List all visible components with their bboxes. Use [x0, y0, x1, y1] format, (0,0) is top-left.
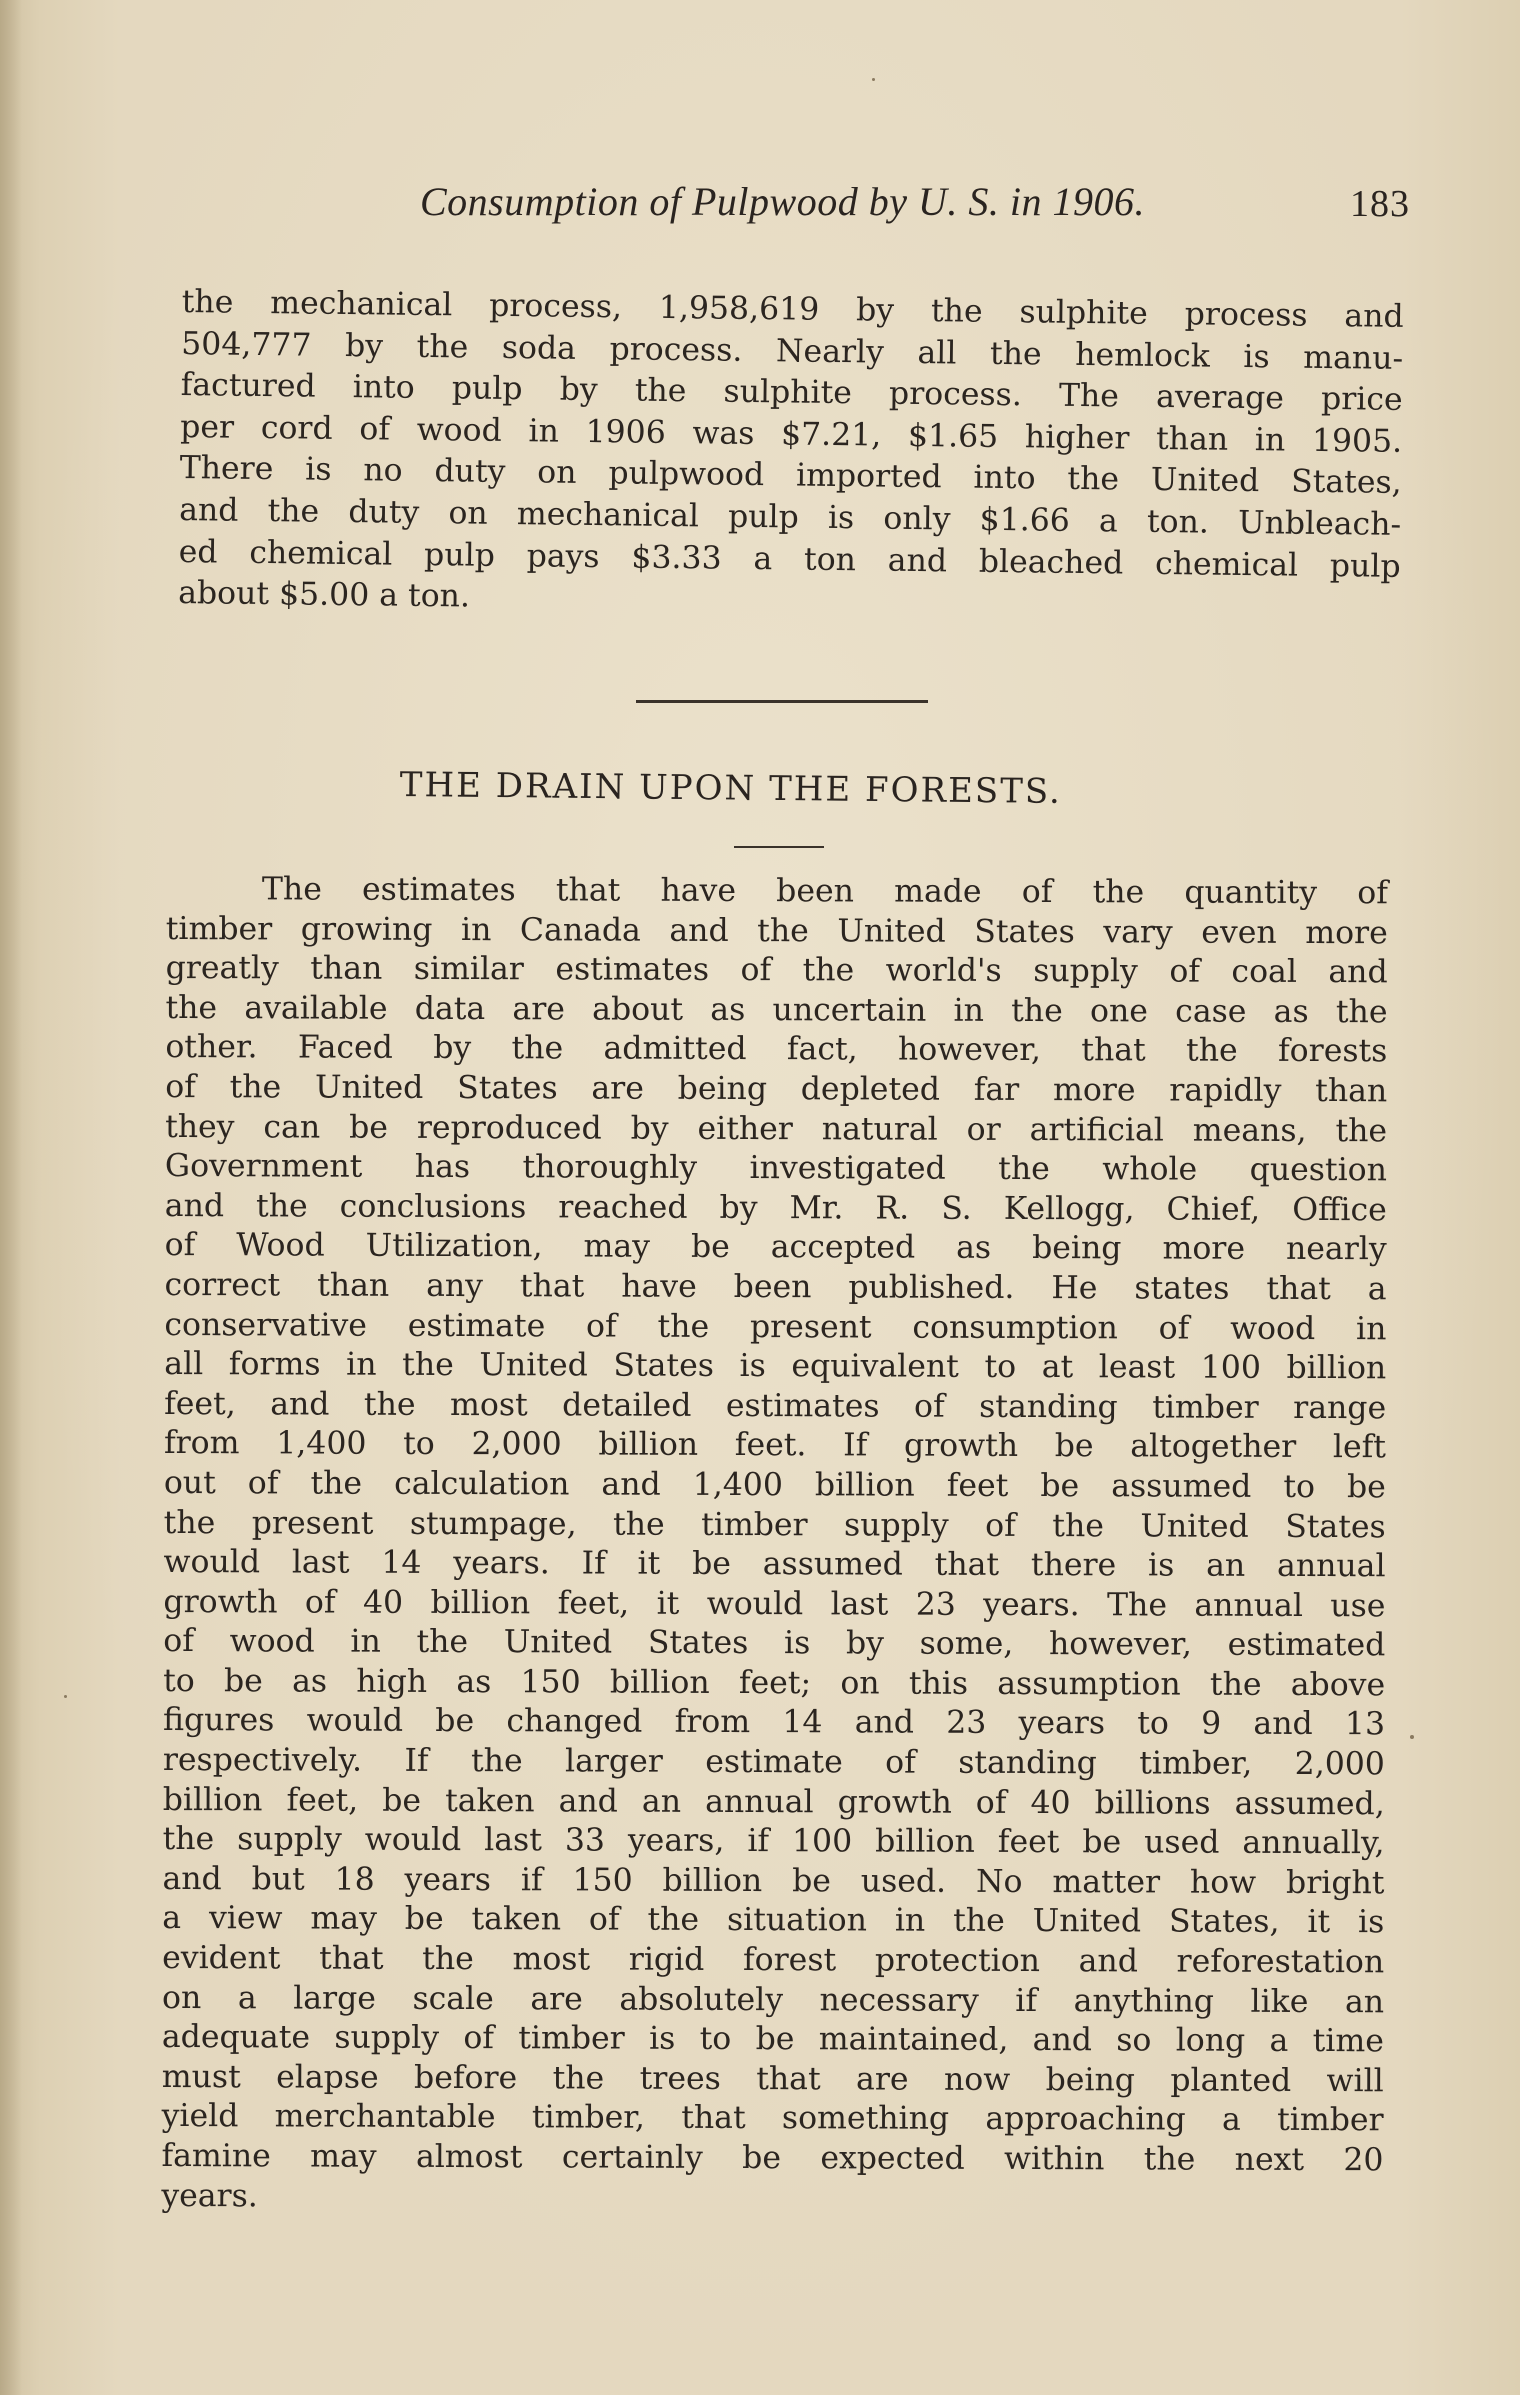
text-line: conservative estimate of the present consumption of wood in — [164, 1306, 1387, 1347]
running-title: Consumption of Pulpwood by U. S. in 1906. — [420, 179, 1145, 224]
gutter-shadow — [0, 0, 22, 2395]
text-line: growth of 40 billion feet, it would last 23 years. The annual use — [163, 1583, 1386, 1624]
text-line: respectively. If the larger estimate of standing timber, 2,000 — [162, 1742, 1385, 1783]
intro-paragraph — [178, 282, 1404, 630]
text-line: the supply would last 33 years, if 100 billion feet be used annually, — [162, 1821, 1385, 1862]
text-line: There is no duty on pulpwood imported into the United States, — [179, 450, 1402, 502]
text-line: all forms in the United States is equivalent to at least 100 billion — [164, 1346, 1387, 1387]
section-body — [161, 870, 1388, 2220]
text-line: other. Faced by the admitted fact, however, that the forests — [165, 1029, 1388, 1070]
text-line: figures would be changed from 14 and 23 years to 9 and 13 — [162, 1702, 1386, 1743]
text-line: years. — [161, 2177, 258, 2214]
text-line: a view may be taken of the situation in the United States, it is — [162, 1900, 1385, 1941]
text-line: ed chemical pulp pays $3.33 a ton and bleached chemical pulp — [178, 533, 1401, 585]
text-line: of wood in the United States is by some, however, estimated — [163, 1623, 1386, 1664]
text-line: from 1,400 to 2,000 billion feet. If growth be altogether left — [163, 1425, 1387, 1466]
text-line: of Wood Utilization, may be accepted as being more nearly — [164, 1227, 1387, 1268]
paper-speck — [872, 78, 875, 81]
text-line: about $5.00 a ton. — [177, 575, 471, 615]
text-line: to be as high as 150 billion feet; on this assumption the above — [163, 1662, 1386, 1704]
title-underline — [734, 846, 824, 848]
text-line: the available data are about as uncertain in the one case as the — [165, 989, 1388, 1031]
text-line: and the conclusions reached by Mr. R. S. Kellogg, Chief, Office — [164, 1187, 1387, 1229]
text-line: billion feet, be taken and an annual growth of 40 billions assumed, — [162, 1781, 1385, 1822]
text-line: The estimates that have been made of the quantity of — [261, 871, 1388, 912]
text-line: greatly than similar estimates of the world's supply of coal and — [165, 950, 1388, 991]
text-line: timber growing in Canada and the United States vary even more — [165, 910, 1388, 951]
text-line: and the duty on mechanical pulp is only $1.66 a ton. Unbleach- — [178, 491, 1402, 543]
text-line: out of the calculation and 1,400 billion feet be assumed to be — [163, 1464, 1386, 1506]
text-line: would last 14 years. If it be assumed that there is an annual — [163, 1544, 1386, 1585]
paper-speck — [1410, 1735, 1414, 1739]
text-line: the mechanical process, 1,958,619 by the sulphite process and — [181, 283, 1404, 335]
page-number: 183 — [1350, 183, 1410, 225]
text-line: must elapse before the trees that are now being planted will — [161, 2058, 1384, 2100]
text-line: feet, and the most detailed estimates of standing timber range — [164, 1385, 1387, 1426]
text-line: of the United States are being depleted far more rapidly than — [165, 1068, 1388, 1110]
text-line: evident that the most rigid forest protection and reforestation — [162, 1940, 1385, 1981]
paper-speck — [64, 1695, 67, 1698]
text-line: on a large scale are absolutely necessary if anything like an — [162, 1979, 1385, 2020]
text-line: Government has thoroughly investigated the whole question — [164, 1148, 1388, 1189]
text-line: they can be reproduced by either natural or artificial means, the — [165, 1108, 1388, 1149]
text-line: correct than any that have been published. He states that a — [164, 1266, 1387, 1308]
text-line: and but 18 years if 150 billion be used. No matter how bright — [162, 1860, 1385, 1902]
text-line: famine may almost certainly be expected within the next 20 — [161, 2137, 1384, 2179]
text-line: 504,777 by the soda process. Nearly all the hemlock is manu- — [181, 325, 1404, 377]
section-divider — [636, 700, 928, 703]
section-title: THE DRAIN UPON THE FORESTS. — [399, 765, 1062, 812]
text-line: per cord of wood in 1906 was $7.21, $1.65 higher than in 1905. — [180, 408, 1403, 460]
text-line: factured into pulp by the sulphite process. The average price — [180, 367, 1403, 419]
text-line: adequate supply of timber is to be maintained, and so long a time — [161, 2019, 1384, 2060]
running-head — [420, 170, 1420, 240]
text-line: the present stumpage, the timber supply of the United States — [163, 1504, 1386, 1545]
text-line: yield merchantable timber, that something approaching a timber — [161, 2098, 1384, 2139]
